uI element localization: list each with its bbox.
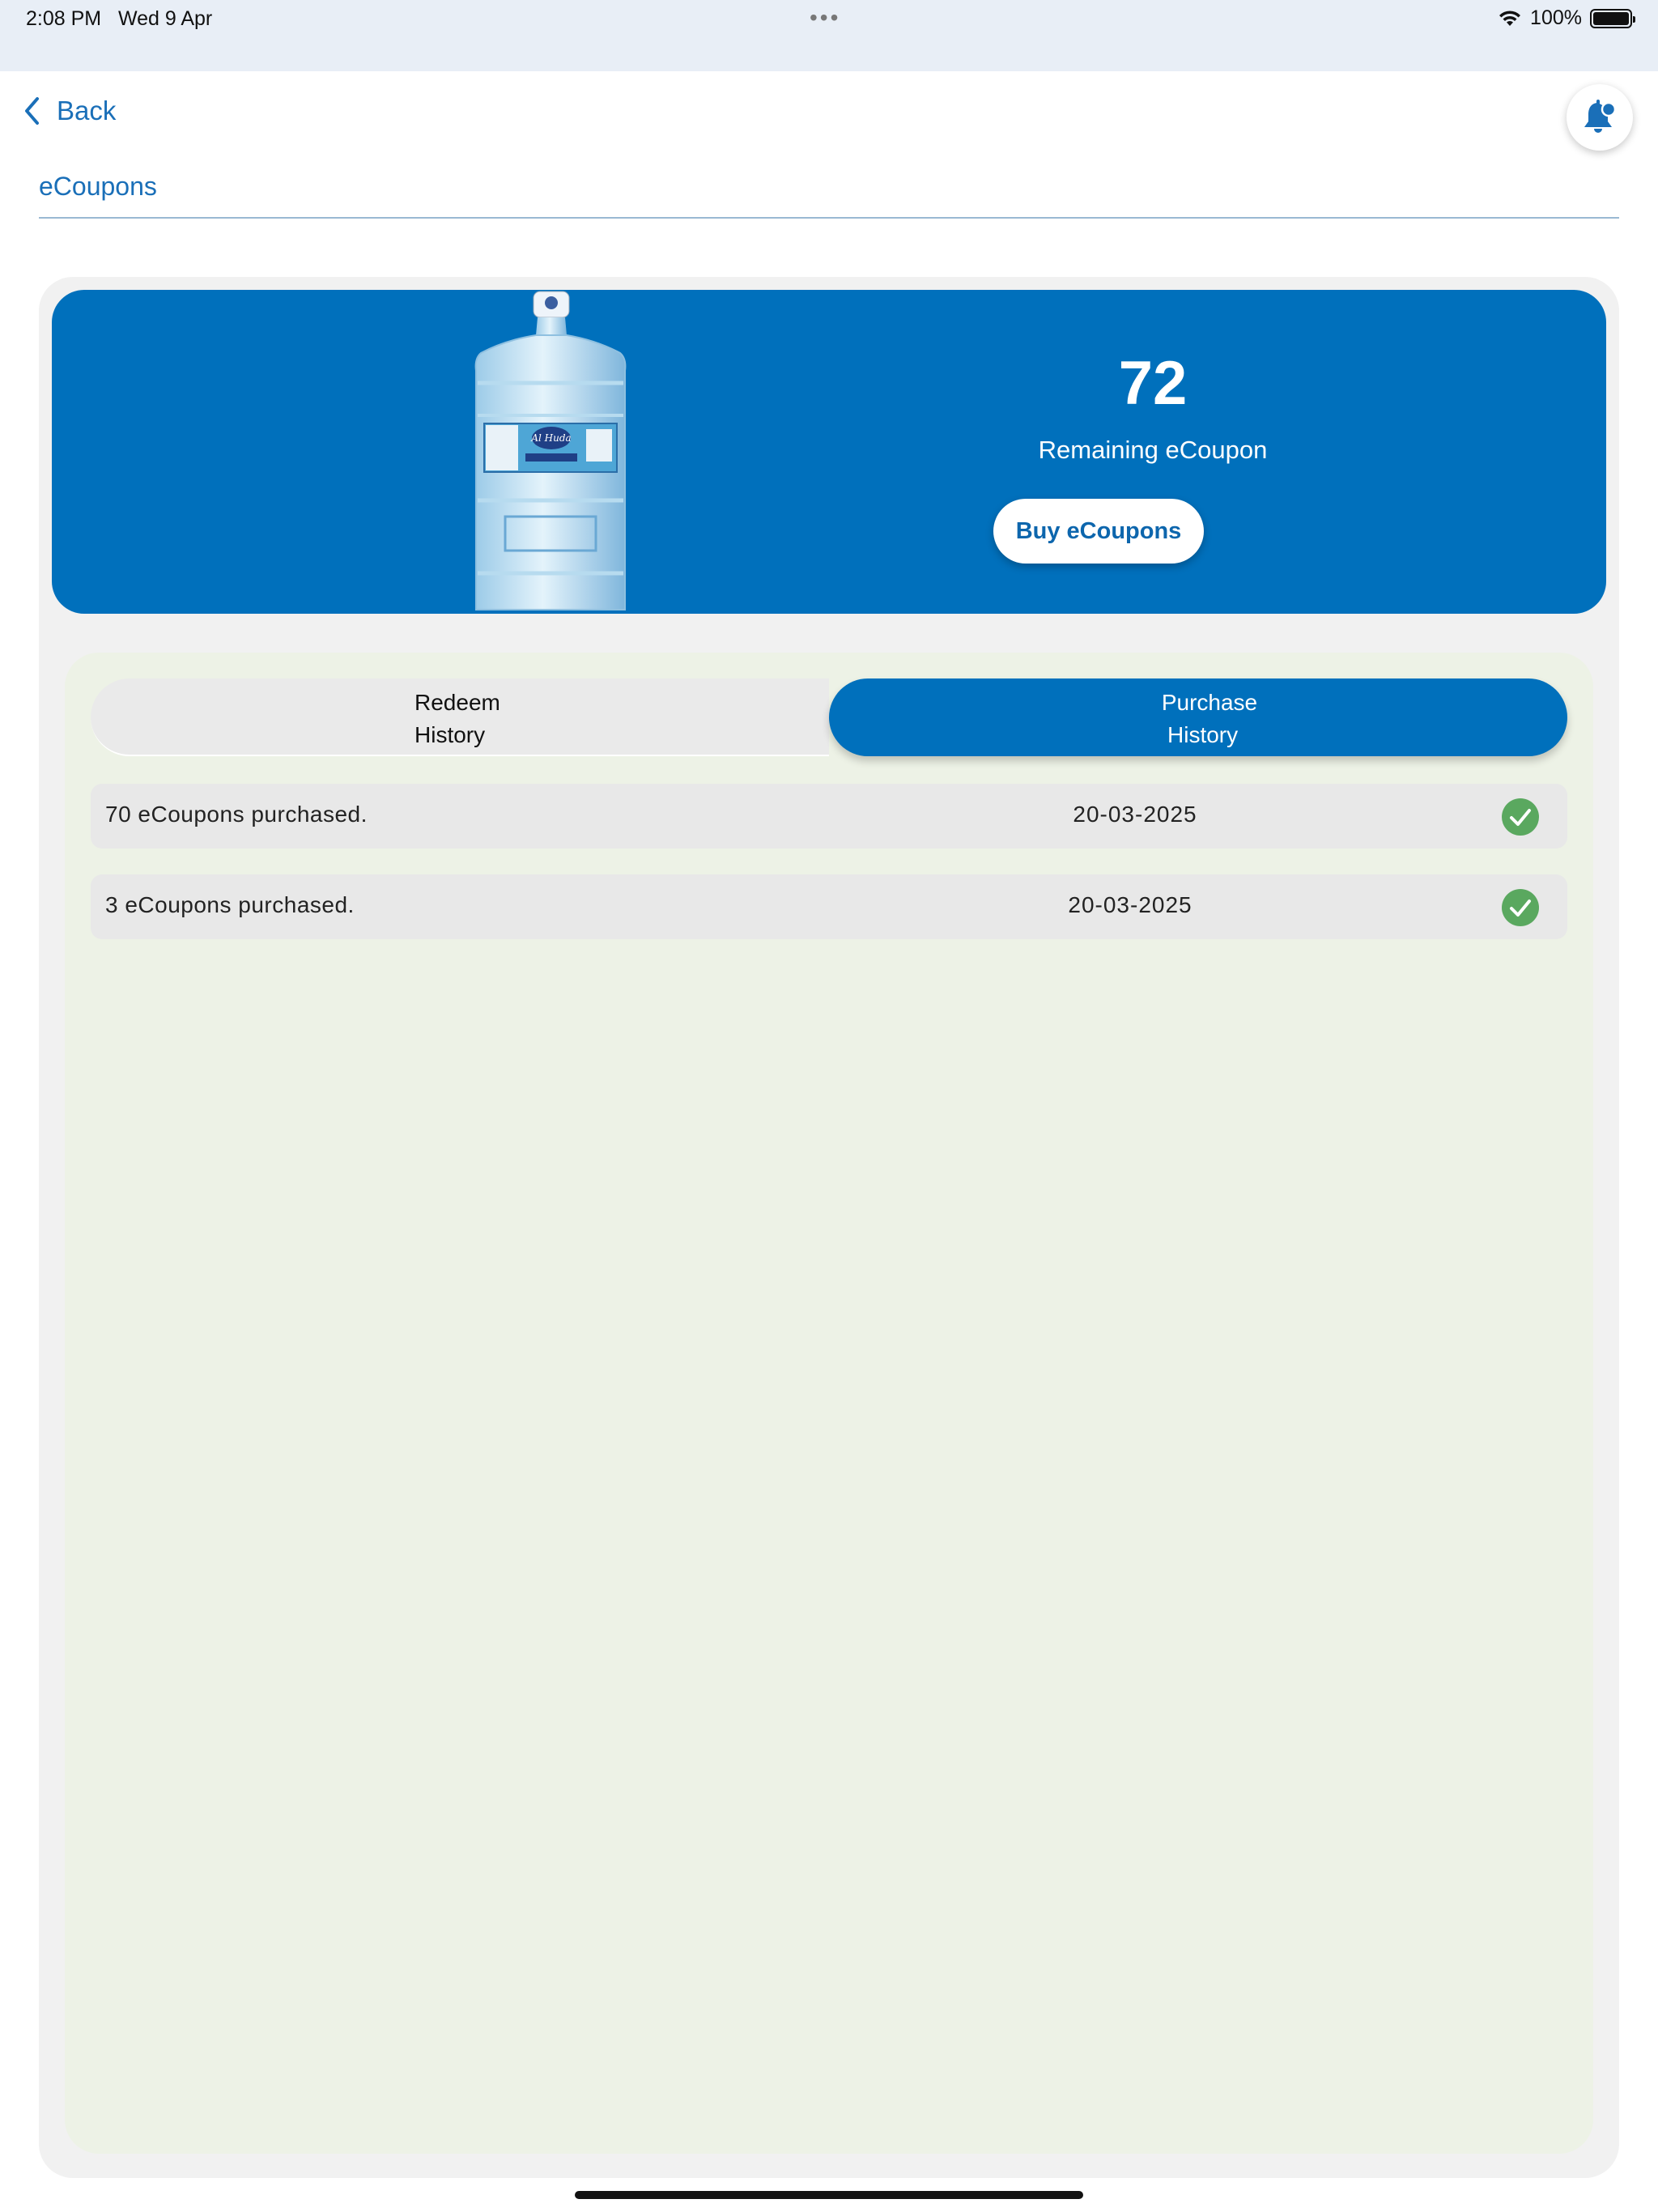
status-bar bbox=[0, 0, 1658, 71]
home-indicator[interactable] bbox=[575, 2191, 1083, 2199]
tab-redeem-line1: Redeem bbox=[414, 690, 500, 715]
back-label: Back bbox=[57, 96, 117, 125]
list-item[interactable] bbox=[91, 784, 1567, 849]
tab-redeem-label bbox=[414, 687, 593, 751]
back-button[interactable] bbox=[23, 96, 116, 126]
water-bottle-image bbox=[416, 290, 683, 614]
remaining-label: Remaining eCoupon bbox=[1038, 436, 1268, 464]
tab-purchase-label bbox=[1120, 687, 1299, 751]
page-title: eCoupons bbox=[39, 172, 157, 201]
battery-icon bbox=[1590, 9, 1632, 28]
date-text: Wed 9 Apr bbox=[117, 7, 213, 30]
purchase-description: 3 eCoupons purchased. bbox=[105, 892, 355, 917]
purchase-date: 20-03-2025 bbox=[1073, 802, 1197, 827]
buy-ecoupons-button[interactable]: Buy eCoupons bbox=[993, 499, 1204, 564]
purchase-description: 70 eCoupons purchased. bbox=[105, 802, 368, 827]
check-circle-icon bbox=[1501, 888, 1540, 927]
tab-purchase-line2: History bbox=[1167, 722, 1239, 747]
history-tabs bbox=[91, 678, 1567, 756]
coupon-summary-banner bbox=[52, 290, 1606, 614]
remaining-count: 72 bbox=[1118, 349, 1188, 418]
tab-redeem-line2: History bbox=[414, 722, 486, 747]
list-item[interactable] bbox=[91, 874, 1567, 939]
bottle-brand-text: Al Huda bbox=[531, 432, 572, 444]
notification-button[interactable] bbox=[1567, 84, 1633, 151]
wifi-icon bbox=[1498, 10, 1522, 28]
title-divider bbox=[39, 217, 1619, 219]
tab-purchase-history[interactable] bbox=[829, 678, 1567, 756]
clock-text: 2:08 PM bbox=[26, 7, 102, 30]
header bbox=[0, 71, 1658, 225]
tab-redeem-history[interactable] bbox=[91, 678, 829, 756]
multitasking-dots-icon[interactable]: ••• bbox=[810, 5, 841, 30]
battery-percent: 100% bbox=[1530, 6, 1582, 29]
purchase-date: 20-03-2025 bbox=[1068, 892, 1192, 917]
status-right bbox=[1498, 6, 1632, 30]
check-circle-icon bbox=[1501, 798, 1540, 836]
tab-purchase-line1: Purchase bbox=[1161, 690, 1258, 715]
bell-icon bbox=[1580, 98, 1619, 137]
status-time bbox=[26, 7, 212, 31]
chevron-left-icon bbox=[23, 96, 42, 126]
